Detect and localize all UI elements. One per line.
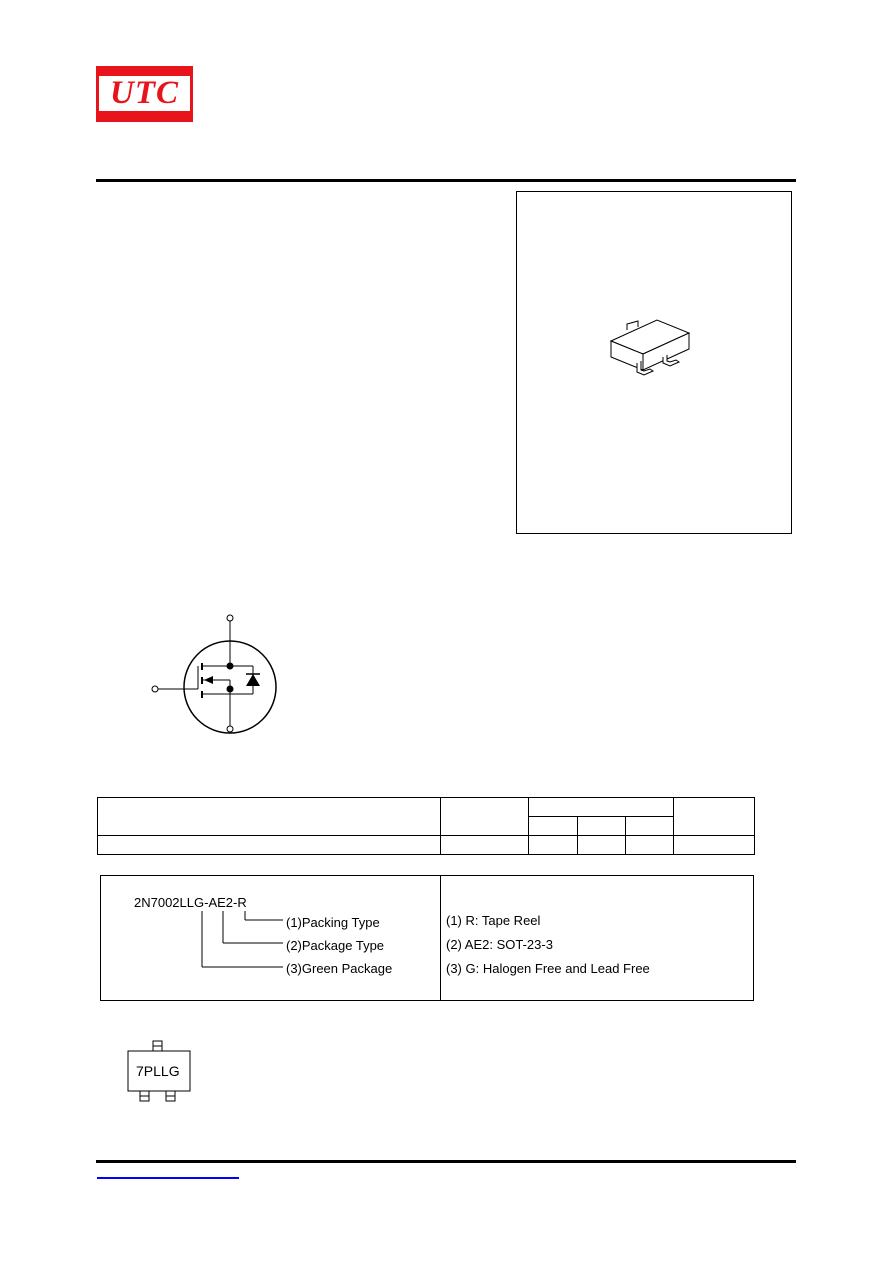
header-rule [96,179,796,182]
table-cell [529,835,578,854]
marking-code: 7PLLG [136,1063,180,1079]
table-cell [441,835,529,854]
package-illustration-box [516,191,792,534]
mosfet-schematic-icon [140,606,290,736]
part-code-divider [440,875,441,1001]
note-package: (2) AE2: SOT-23-3 [446,937,553,952]
legend-packing-type: (1)Packing Type [286,915,380,930]
sot23-package-icon [517,192,793,535]
logo-text: UTC [110,75,179,111]
legend-green-package: (3)Green Package [286,961,393,976]
table-subheader-cell [578,817,626,835]
table-cell [626,835,674,854]
table-cell [674,835,755,854]
footer-rule [96,1160,796,1163]
table-header-cell [441,798,529,836]
table-subheader-cell [529,817,578,835]
note-packing: (1) R: Tape Reel [446,913,541,928]
part-number-leader-lines [195,905,295,975]
company-logo [96,66,193,122]
part-number: 2N7002LLG-AE2-R [134,895,247,910]
table-header-cell [674,798,755,836]
footer-link-underline[interactable] [97,1177,239,1179]
legend-package-type: (2)Package Type [286,938,385,953]
ordering-info-table [97,797,755,855]
table-subheader-cell [626,817,674,835]
table-header-cell [98,798,441,836]
table-cell [98,835,441,854]
table-header-cell [529,798,674,817]
note-green: (3) G: Halogen Free and Lead Free [446,961,650,976]
table-cell [578,835,626,854]
